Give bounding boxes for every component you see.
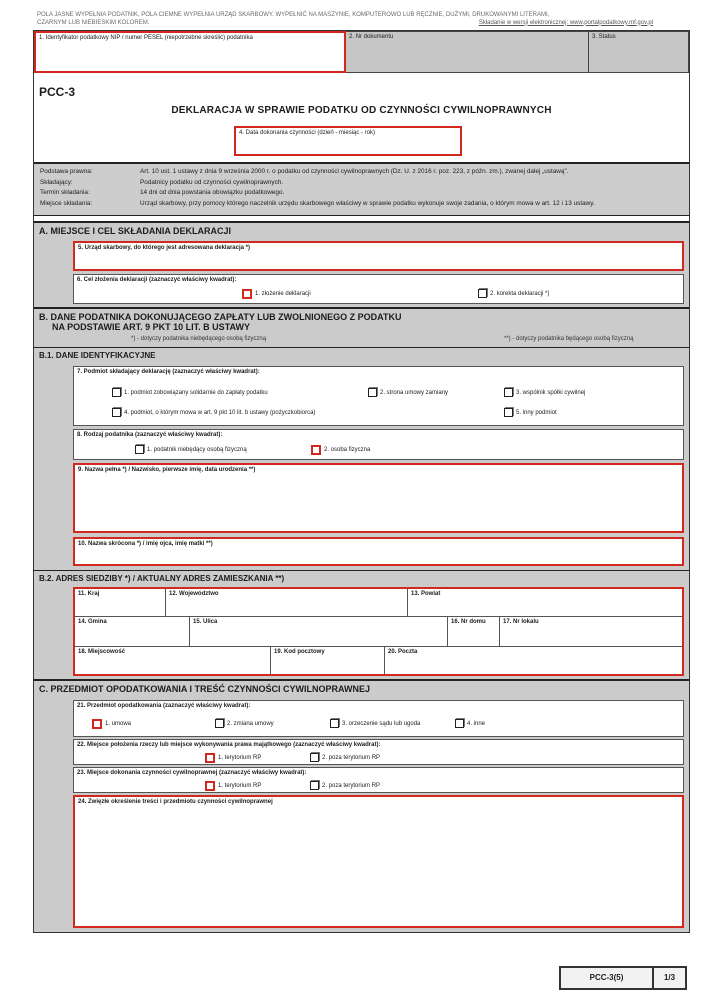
section-b-title-line2: NA PODSTAWIE ART. 9 PKT 10 LIT. B USTAWY bbox=[52, 322, 251, 332]
fill-instructions-line2: CZARNYM LUB NIEBIESKIM KOLOREM. bbox=[37, 19, 150, 26]
field-status-label: 3. Status bbox=[592, 34, 616, 40]
field8-label: 8. Rodzaj podatnika (zaznaczyć właściwy kwadrat): bbox=[77, 432, 223, 438]
f21-opt2-checkbox[interactable] bbox=[215, 719, 224, 728]
footnote-2: **) - dotyczy podatnika będącego osobą fizyczną bbox=[504, 336, 634, 342]
field9-nazwa-pelna[interactable] bbox=[73, 463, 684, 533]
f23-opt2-label: 2. poza terytorium RP bbox=[322, 782, 381, 789]
legal-label: Składający: bbox=[40, 178, 73, 186]
legal-label: Termin składania: bbox=[40, 189, 90, 196]
f21-opt1-checkbox[interactable] bbox=[92, 719, 102, 729]
f23-opt1-checkbox[interactable] bbox=[205, 781, 215, 791]
address-row-2 bbox=[75, 616, 682, 646]
f22-opt1-label: 1. terytorium RP bbox=[218, 755, 262, 761]
form-id-row bbox=[34, 31, 689, 73]
legal-text: 14 dni od dnia powstania obowiązku podatkowego. bbox=[140, 189, 285, 196]
field8-rodzaj-podatnika bbox=[73, 429, 684, 460]
field6-label: 6. Cel złożenia deklaracji (zaznaczyć właściwy kwadrat): bbox=[77, 277, 237, 283]
f21-opt3-checkbox[interactable] bbox=[330, 719, 339, 728]
legal-basis-table bbox=[34, 164, 689, 216]
address-row-3 bbox=[75, 646, 682, 674]
legal-row bbox=[40, 189, 683, 197]
f22-opt1-checkbox[interactable] bbox=[205, 753, 215, 763]
f7-opt5-label: 5. inny podmiot bbox=[516, 409, 557, 416]
footer-page-number: 1/3 bbox=[653, 966, 687, 990]
f6-opt2-checkbox[interactable] bbox=[478, 289, 487, 298]
f7-opt3-checkbox[interactable] bbox=[504, 388, 513, 397]
f22-opt2-checkbox[interactable] bbox=[310, 753, 319, 762]
pcc3-form bbox=[33, 30, 690, 933]
f21-opt4-label: 4. inne bbox=[467, 720, 486, 727]
field5-label: 5. Urząd skarbowy, do którego jest adresowana deklaracja *) bbox=[78, 245, 250, 251]
field7-podmiot-skladajacy bbox=[73, 366, 684, 426]
field16-nr-domu[interactable]: 16. Nr domu bbox=[447, 617, 499, 646]
section-b2-header: B.2. ADRES SIEDZIBY *) / AKTUALNY ADRES ZAMIESZKANIA **) bbox=[34, 570, 689, 585]
section-c-header: C. PRZEDMIOT OPODATKOWANIA I TREŚĆ CZYNNOŚCI CYWILNOPRAWNEJ bbox=[34, 679, 689, 697]
form-top-notes bbox=[37, 12, 653, 27]
f22-opt2-label: 2. poza terytorium RP bbox=[322, 754, 381, 761]
f21-opt1-label: 1. umowa bbox=[105, 721, 132, 727]
form-title: DEKLARACJA W SPRAWIE PODATKU OD CZYNNOŚCI CYWILNOPRAWNYCH bbox=[171, 105, 552, 116]
f21-opt3-label: 3. orzeczenie sądu lub ugoda bbox=[342, 720, 421, 727]
f21-opt2-label: 2. zmiana umowy bbox=[227, 720, 274, 727]
f6-opt2-label: 2. korekta deklaracji *) bbox=[490, 290, 550, 297]
field6-cel-zlozenia bbox=[73, 274, 684, 304]
f7-opt2-checkbox[interactable] bbox=[368, 388, 377, 397]
f23-opt1-label: 1. terytorium RP bbox=[218, 783, 262, 789]
field-status bbox=[589, 31, 689, 73]
f7-opt5-checkbox[interactable] bbox=[504, 408, 513, 417]
field-nr-dokumentu-label: 2. Nr dokumentu bbox=[349, 34, 394, 40]
f8-opt2-label: 2. osoba fizyczna bbox=[324, 447, 371, 453]
f8-opt1-label: 1. podatnik niebędący osobą fizyczną bbox=[147, 446, 247, 453]
form-body bbox=[34, 221, 689, 932]
legal-label: Miejsce składania: bbox=[40, 199, 93, 207]
field-data-czynnosci-label: 4. Data dokonania czynności (dzień - miesiąc - rok) bbox=[239, 130, 376, 136]
f8-opt1-checkbox[interactable] bbox=[135, 445, 144, 454]
field18-miejscowosc[interactable]: 18. Miejscowość bbox=[78, 649, 126, 655]
form-code: PCC-3 bbox=[39, 85, 76, 99]
legal-label: Podstawa prawna: bbox=[40, 168, 93, 175]
field20-poczta[interactable]: 20. Poczta bbox=[384, 647, 682, 674]
field21-label: 21. Przedmiot opodatkowania (zaznaczyć właściwy kwadrat): bbox=[77, 703, 251, 709]
field5-urzad-skarbowy[interactable] bbox=[73, 241, 684, 271]
field7-label: 7. Podmiot składający deklarację (zaznaczyć właściwy kwadrat): bbox=[77, 369, 260, 375]
section-a-header: A. MIEJSCE I CEL SKŁADANIA DEKLARACJI bbox=[39, 226, 232, 236]
f21-opt4-checkbox[interactable] bbox=[455, 719, 464, 728]
fill-instructions-line1: POLA JASNE WYPEŁNIA PODATNIK, POLA CIEMNE WYPEŁNIA URZĄD SKARBOWY. WYPEŁNIĆ NA MASZYNIE, KOMPUTEROWO LUB RĘCZNIE, DUŻYMI, DRUKOWANYMI LITERAMI, bbox=[37, 12, 550, 18]
field-data-czynnosci[interactable] bbox=[234, 126, 462, 156]
field23-miejsce-dokonania bbox=[73, 767, 684, 793]
field13-powiat[interactable]: 13. Powiat bbox=[407, 589, 682, 616]
section-b-footnotes bbox=[34, 335, 689, 347]
field21-przedmiot-opodatkowania bbox=[73, 700, 684, 737]
f23-opt2-checkbox[interactable] bbox=[310, 781, 319, 790]
section-b-header bbox=[34, 307, 689, 335]
section-b1-header: B.1. DANE IDENTYFIKACYJNE bbox=[34, 347, 689, 362]
f7-opt1-checkbox[interactable] bbox=[112, 388, 121, 397]
f7-opt4-checkbox[interactable] bbox=[112, 408, 121, 417]
field-nip-pesel-label: 1. Identyfikator podatkowy NIP / numer PESEL (niepotrzebne skreślić) podatnika bbox=[39, 35, 253, 41]
f6-opt1-label: 1. złożenie deklaracji bbox=[255, 291, 311, 297]
legal-text: Art. 10 ust. 1 ustawy z dnia 9 września 2000 r. o podatku od czynności cywilnoprawnych (Dz. U. z 2016 r. poz. 223, z późn. zm.), zwanej dalej „ustawą”. bbox=[140, 168, 569, 175]
field23-label: 23. Miejsce dokonania czynności cywilnoprawnej (zaznaczyć właściwy kwadrat): bbox=[77, 770, 307, 776]
field17-nr-lokalu[interactable]: 17. Nr lokalu bbox=[499, 617, 682, 646]
page-footer bbox=[559, 966, 687, 990]
legal-row bbox=[40, 179, 683, 187]
f7-opt1-label: 1. podmiot zobowiązany solidarnie do zapłaty podatku bbox=[124, 389, 268, 396]
legal-text: Urząd skarbowy, przy pomocy którego naczelnik urzędu skarbowego właściwy w sprawie podatku wykonuje swoje zadania, o którym mowa w art. 12 i 13 ustawy. bbox=[140, 199, 595, 207]
section-b-title-line1: B. DANE PODATNIKA DOKONUJĄCEGO ZAPŁATY LUB ZWOLNIONEGO Z PODATKU bbox=[39, 312, 402, 322]
field22-miejsce-polozenia bbox=[73, 739, 684, 765]
e-filing-link: Składanie w wersji elektronicznej: www.portalpodatkowy.mf.gov.pl bbox=[478, 19, 653, 26]
field22-label: 22. Miejsce położenia rzeczy lub miejsce wykonywania prawa majątkowego (zaznaczyć właściwy kwadrat): bbox=[77, 742, 381, 748]
field10-nazwa-skrocona[interactable] bbox=[73, 537, 684, 566]
field24-okreslenie-tresci[interactable] bbox=[73, 795, 684, 928]
field9-label: 9. Nazwa pełna *) / Nazwisko, pierwsze imię, data urodzenia **) bbox=[78, 467, 256, 473]
address-grid bbox=[73, 587, 684, 676]
footer-form-code: PCC-3(5) bbox=[559, 966, 653, 990]
field12-wojewodztwo[interactable]: 12. Województwo bbox=[165, 589, 407, 616]
field11-kraj[interactable]: 11. Kraj bbox=[78, 591, 100, 597]
f8-opt2-checkbox[interactable] bbox=[311, 445, 321, 455]
field-nip-pesel[interactable] bbox=[34, 31, 346, 73]
field-nr-dokumentu bbox=[346, 31, 589, 73]
address-row-1 bbox=[75, 589, 682, 616]
legal-text: Podatnicy podatku od czynności cywilnoprawnych. bbox=[140, 178, 284, 186]
f7-opt2-label: 2. strona umowy zamiany bbox=[380, 389, 449, 396]
f7-opt4-label: 4. podmiot, o którym mowa w art. 9 pkt 10 lit. b ustawy (pożyczkobiorca) bbox=[124, 409, 316, 416]
field19-kod-pocztowy[interactable]: 19. Kod pocztowy bbox=[270, 647, 384, 674]
field10-label: 10. Nazwa skrócona *) / imię ojca, imię matki **) bbox=[78, 541, 213, 547]
footnote-1: *) - dotyczy podatnika niebędącego osobą fizyczną bbox=[131, 336, 267, 342]
f6-opt1-checkbox[interactable] bbox=[242, 289, 252, 299]
legal-row bbox=[40, 168, 683, 176]
field15-ulica[interactable]: 15. Ulica bbox=[189, 617, 447, 646]
legal-row bbox=[40, 200, 683, 208]
field24-label: 24. Zwięzłe określenie treści i przedmiotu czynności cywilnoprawnej bbox=[78, 799, 273, 805]
form-title-area bbox=[34, 73, 689, 164]
field14-gmina[interactable]: 14. Gmina bbox=[78, 619, 107, 625]
f7-opt3-label: 3. wspólnik spółki cywilnej bbox=[516, 389, 586, 396]
